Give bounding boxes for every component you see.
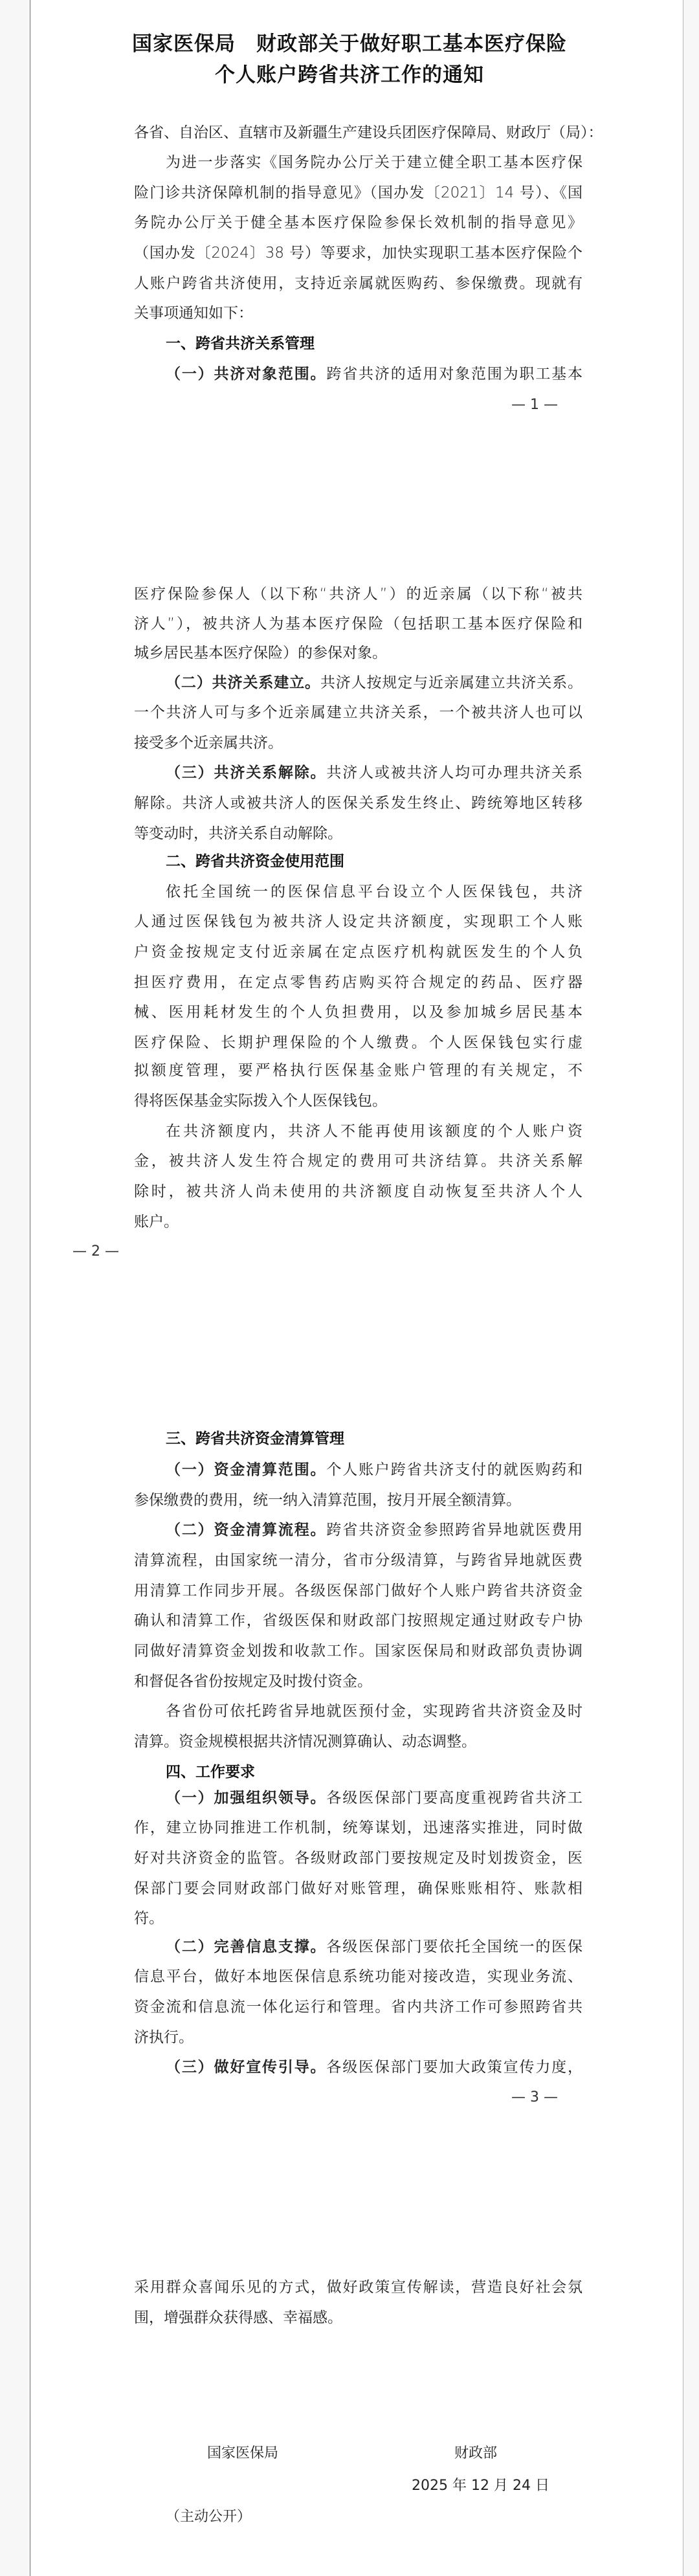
page-number-1: — 1 — (511, 397, 558, 413)
intro-line: （国办发〔2024〕38 号）等要求，加快实现职工基本医疗保险个 (134, 245, 582, 261)
section-1-item-3-line: 等变动时，共济关系自动解除。 (134, 825, 342, 842)
section-heading-1: 一、跨省共济关系管理 (166, 335, 315, 352)
section-4-item-2-line: （二）完善信息支撑。各级医保部门要依托全国统一的医保 (166, 1938, 583, 1955)
section-4-item-1-line: 好对共济资金的监管。各级财政部门要按规定及时划拨资金，医 (134, 1850, 582, 1867)
section-3-item-2-line: 确认和清算工作，省级医保和财政部门按照规定通过财政专户协 (134, 1612, 582, 1629)
section-heading-3: 三、跨省共济资金清算管理 (166, 1430, 344, 1447)
section-4-item-3-line: 采用群众喜闻乐见的方式，做好政策宣传解读，营造良好社会氛 (134, 2279, 582, 2296)
sub-item-label: （三）共济关系解除。 (166, 764, 327, 781)
section-2-para-2-line: 在共济额度内，共济人不能再使用该额度的个人账户资 (166, 1123, 582, 1140)
section-4-item-1-line: 保部门要会同财政部门做好对账管理，确保账账相符、账款相 (134, 1880, 582, 1897)
section-1-item-1-line: 医疗保险参保人（以下称“共济人”）的近亲属（以下称“被共 (134, 586, 582, 603)
sub-item-label: （一）资金清算范围。 (166, 1461, 327, 1478)
section-1-item-1-line: 济人”），被共济人为基本医疗保险（包括职工基本医疗保险和 (134, 616, 582, 632)
section-4-item-2-line: 信息平台，做好本地医保信息系统功能对接改造，实现业务流、 (134, 1968, 582, 1985)
section-2-para-1-line: 得将医保基金实际拨入个人医保钱包。 (134, 1093, 387, 1109)
intro-line: 为进一步落实《国务院办公厅关于建立健全职工基本医疗保 (166, 154, 582, 171)
document-title-line-1: 国家医保局 财政部关于做好职工基本医疗保险 (132, 32, 567, 56)
section-4-item-2-line: 资金流和信息流一体化运行和管理。省内共济工作可参照跨省共 (134, 1999, 582, 2015)
section-3-para-3-line: 各省份可依托跨省异地就医预付金，实现跨省共济资金及时 (166, 1703, 582, 1720)
page-number-2: — 2 — (72, 1243, 119, 1260)
section-4-item-2-line: 济执行。 (134, 2029, 194, 2046)
section-3-item-1-line: （一）资金清算范围。个人账户跨省共济支付的就医购药和 (166, 1461, 583, 1478)
section-3-item-2-line: 用清算工作同步开展。各级医保部门做好个人账户跨省共济资金 (134, 1582, 582, 1599)
section-1-item-3-line: 解除。共济人或被共济人的医保关系发生终止、跨统筹地区转移 (134, 795, 582, 812)
intro-line: 关事项通知如下： (134, 305, 253, 322)
section-2-para-1-line: 医疗保险、长期护理保险的个人缴费。个人医保钱包实行虚 (134, 1034, 582, 1051)
section-3-item-2-line: 同做好清算资金划拨和收款工作。国家医保局和财政部负责协调 (134, 1643, 582, 1660)
section-3-item-2-line: （二）资金清算流程。跨省共济资金参照跨省异地就医费用 (166, 1522, 583, 1538)
sub-item-label: （一）共济对象范围。 (166, 366, 327, 383)
section-heading-4: 四、工作要求 (166, 1764, 255, 1781)
signature-org-mof: 财政部 (454, 2445, 498, 2461)
section-1-item-2-line: 接受多个近亲属共济。 (134, 735, 283, 751)
addressee: 各省、自治区、直辖市及新疆生产建设兵团医疗保障局、财政厅（局）： (134, 124, 603, 141)
section-4-item-1-line: 符。 (134, 1910, 164, 1927)
section-4-item-1-line: （一）加强组织领导。各级医保部门要高度重视跨省共济工 (166, 1790, 583, 1806)
sub-item-label: （一）加强组织领导。 (166, 1790, 327, 1806)
section-1-item-1-line: 城乡居民基本医疗保险）的参保对象。 (134, 645, 387, 661)
intro-line: 人账户跨省共济使用，支持近亲属就医购药、参保缴费。现就有 (134, 275, 582, 292)
section-2-para-1-line: 依托全国统一的医保信息平台设立个人医保钱包，共济 (166, 883, 582, 900)
page-number-3: — 3 — (511, 2089, 558, 2105)
section-4-item-1-line: 作，建立协同推进工作机制，统筹谋划，迅速落实推进，同时做 (134, 1819, 582, 1836)
section-2-para-1-line: 械、医用耗材发生的个人负担费用，以及参加城乡居民基本 (134, 1004, 582, 1021)
signature-date: 2025 年 12 月 24 日 (412, 2478, 549, 2494)
section-2-para-1-line: 户资金按规定支付近亲属在定点医疗机构就医发生的个人负 (134, 944, 582, 960)
section-4-item-3-line: （三）做好宣传引导。各级医保部门要加大政策宣传力度， (166, 2059, 583, 2076)
section-2-para-2-line: 金，被共济人发生符合规定的费用可共济结算。共济关系解 (134, 1153, 582, 1170)
section-1-item-1-line: （一）共济对象范围。跨省共济的适用对象范围为职工基本 (166, 366, 583, 383)
section-heading-2: 二、跨省共济资金使用范围 (166, 853, 344, 870)
section-3-item-2-line: 和督促各省份按规定及时拨付资金。 (134, 1673, 372, 1690)
section-2-para-1-line: 担医疗费用，在定点零售药店购买符合规定的药品、医疗器 (134, 974, 582, 991)
section-2-para-2-line: 除时，被共济人尚未使用的共济额度自动恢复至共济人个人 (134, 1183, 582, 1200)
section-3-item-2-line: 清算流程，由国家统一清分，省市分级清算，与跨省异地就医费 (134, 1552, 582, 1569)
sub-item-label: （二）资金清算流程。 (166, 1522, 327, 1538)
section-2-para-2-line: 账户。 (134, 1214, 179, 1230)
sub-item-label: （二）共济关系建立。 (166, 674, 320, 691)
document-title-line-2: 个人账户跨省共济工作的通知 (215, 63, 484, 87)
document-page (30, 0, 683, 2576)
sub-item-label: （二）完善信息支撑。 (166, 1938, 327, 1955)
section-4-item-3-line: 围，增强群众获得感、幸福感。 (134, 2309, 342, 2326)
section-2-para-1-line: 人通过医保钱包为被共济人设定共济额度，实现职工个人账 (134, 913, 582, 930)
section-2-para-1-line: 拟额度管理，要严格执行医保基金账户管理的有关规定，不 (134, 1062, 582, 1079)
section-1-item-3-line: （三）共济关系解除。共济人或被共济人均可办理共济关系 (166, 764, 583, 781)
sub-item-label: （三）做好宣传引导。 (166, 2059, 327, 2076)
section-3-para-3-line: 清算。资金规模根据共济情况测算确认、动态调整。 (134, 1733, 476, 1750)
section-3-item-1-line: 参保缴费的费用，统一纳入清算范围，按月开展全额清算。 (134, 1492, 521, 1509)
disclosure-note: （主动公开） (166, 2509, 252, 2525)
signature-org-nhsa: 国家医保局 (207, 2445, 279, 2461)
section-1-item-2-line: 一个共济人可与多个近亲属建立共济关系，一个被共济人也可以 (134, 704, 582, 721)
intro-line: 务院办公厅关于健全基本医疗保险参保长效机制的指导意见》 (134, 214, 582, 231)
intro-line: 险门诊共济保障机制的指导意见》（国办发〔2021〕14 号）、《国 (134, 184, 582, 201)
section-1-item-2-line: （二）共济关系建立。共济人按规定与近亲属建立共济关系。 (166, 674, 583, 691)
